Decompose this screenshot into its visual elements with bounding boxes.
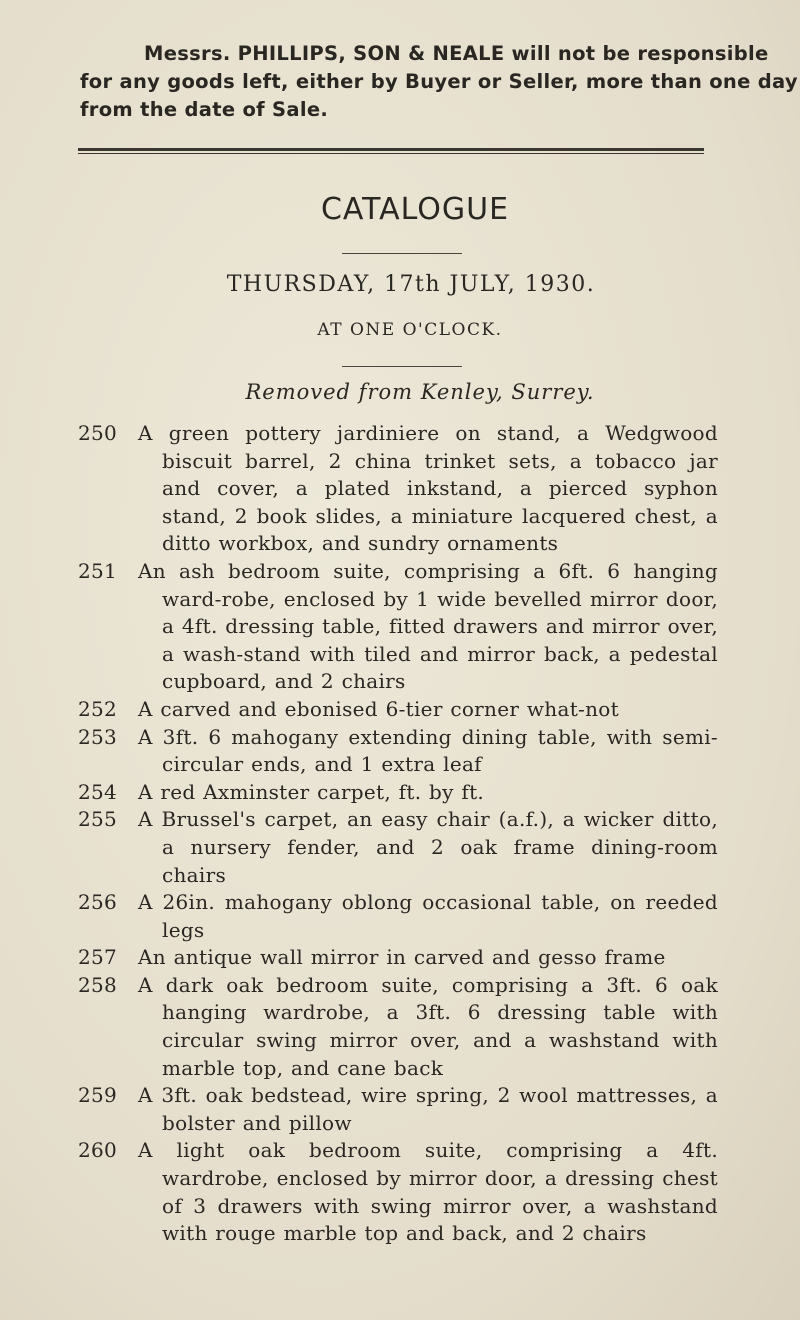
lot-description: An antique wall mirror in carved and gesso frame — [138, 945, 666, 970]
lot-description: An ash bedroom suite, comprising a 6ft. 6 hanging ward-robe, enclosed by 1 wide bevelled mirror door, a 4ft. dressing table, fitted drawers and mirror over, a wash-stand with tiled and mirror back, a pedestal cupboard, and 2 chairs — [138, 558, 718, 694]
lot-item — [78, 558, 718, 696]
lot-number: 259 — [78, 1083, 118, 1108]
sale-date: THURSDAY, 17th JULY, 1930. — [226, 272, 596, 297]
lot-number: 254 — [78, 779, 118, 804]
lot-description: A Brussel's carpet, an easy chair (a.f.), a wicker ditto, a nursery fender, and 2 oak frame dining-room chairs — [138, 807, 718, 887]
lot-item — [78, 420, 718, 558]
lot-description: A red Axminster carpet, ft. by ft. — [138, 779, 485, 804]
double-rule-thin — [78, 153, 704, 154]
lot-item — [78, 1082, 718, 1137]
lot-description: A 26in. mahogany oblong occasional table, on reeded legs — [138, 890, 718, 942]
responsibility-notice — [80, 40, 798, 124]
lot-description: A dark oak bedroom suite, comprising a 3ft. 6 oak hanging wardrobe, a 3ft. 6 dressing table with circular swing mirror over, and a washstand with marble top, and cane back — [138, 972, 718, 1080]
lot-description: A carved and ebonised 6-tier corner what-not — [138, 696, 619, 721]
removed-from-heading: Removed from Kenley, Surrey. — [245, 380, 595, 404]
double-rule-thick — [78, 148, 704, 151]
lot-number: 255 — [78, 807, 118, 832]
lot-item — [78, 944, 718, 972]
lot-item — [78, 696, 718, 724]
lot-number: 253 — [78, 724, 118, 749]
lot-number: 256 — [78, 890, 118, 915]
lot-item — [78, 806, 718, 889]
lot-number: 252 — [78, 696, 118, 721]
notice-line-1: Messrs. PHILLIPS, SON & NEALE will not be responsible — [144, 42, 769, 65]
lot-item — [78, 1137, 718, 1247]
lot-item — [78, 972, 718, 1082]
lot-number: 258 — [78, 972, 118, 997]
lot-description: A green pottery jardiniere on stand, a Wedgwood biscuit barrel, 2 china trinket sets, a tobacco jar and cover, a plated inkstand, a pierced syphon stand, 2 book slides, a miniature lacquered chest, a ditto workbox, and sundry ornaments — [138, 421, 718, 556]
lot-item — [78, 779, 718, 807]
notice-line-3: from the date of Sale. — [80, 98, 329, 121]
time-divider — [342, 366, 462, 367]
page-title: CATALOGUE — [320, 192, 510, 227]
title-divider — [342, 253, 462, 254]
lot-item — [78, 724, 718, 779]
lot-description: A 3ft. oak bedstead, wire spring, 2 wool mattresses, a bolster and pillow — [138, 1083, 718, 1135]
lot-number: 257 — [78, 945, 118, 970]
lot-item — [78, 889, 718, 944]
lot-description: A light oak bedroom suite, comprising a 4ft. wardrobe, enclosed by mirror door, a dressing chest of 3 drawers with swing mirror over, a washstand with rouge marble top and back, and 2 chairs — [138, 1138, 718, 1246]
lot-number: 260 — [78, 1138, 118, 1163]
lot-list — [78, 420, 718, 1248]
sale-time: AT ONE O'CLOCK. — [317, 320, 503, 340]
lot-number: 250 — [78, 421, 118, 445]
lot-description: A 3ft. 6 mahogany extending dining table, with semi-circular ends, and 1 extra leaf — [138, 724, 718, 777]
notice-line-2: for any goods left, either by Buyer or Seller, more than one day — [80, 70, 798, 93]
lot-number: 251 — [78, 558, 118, 583]
